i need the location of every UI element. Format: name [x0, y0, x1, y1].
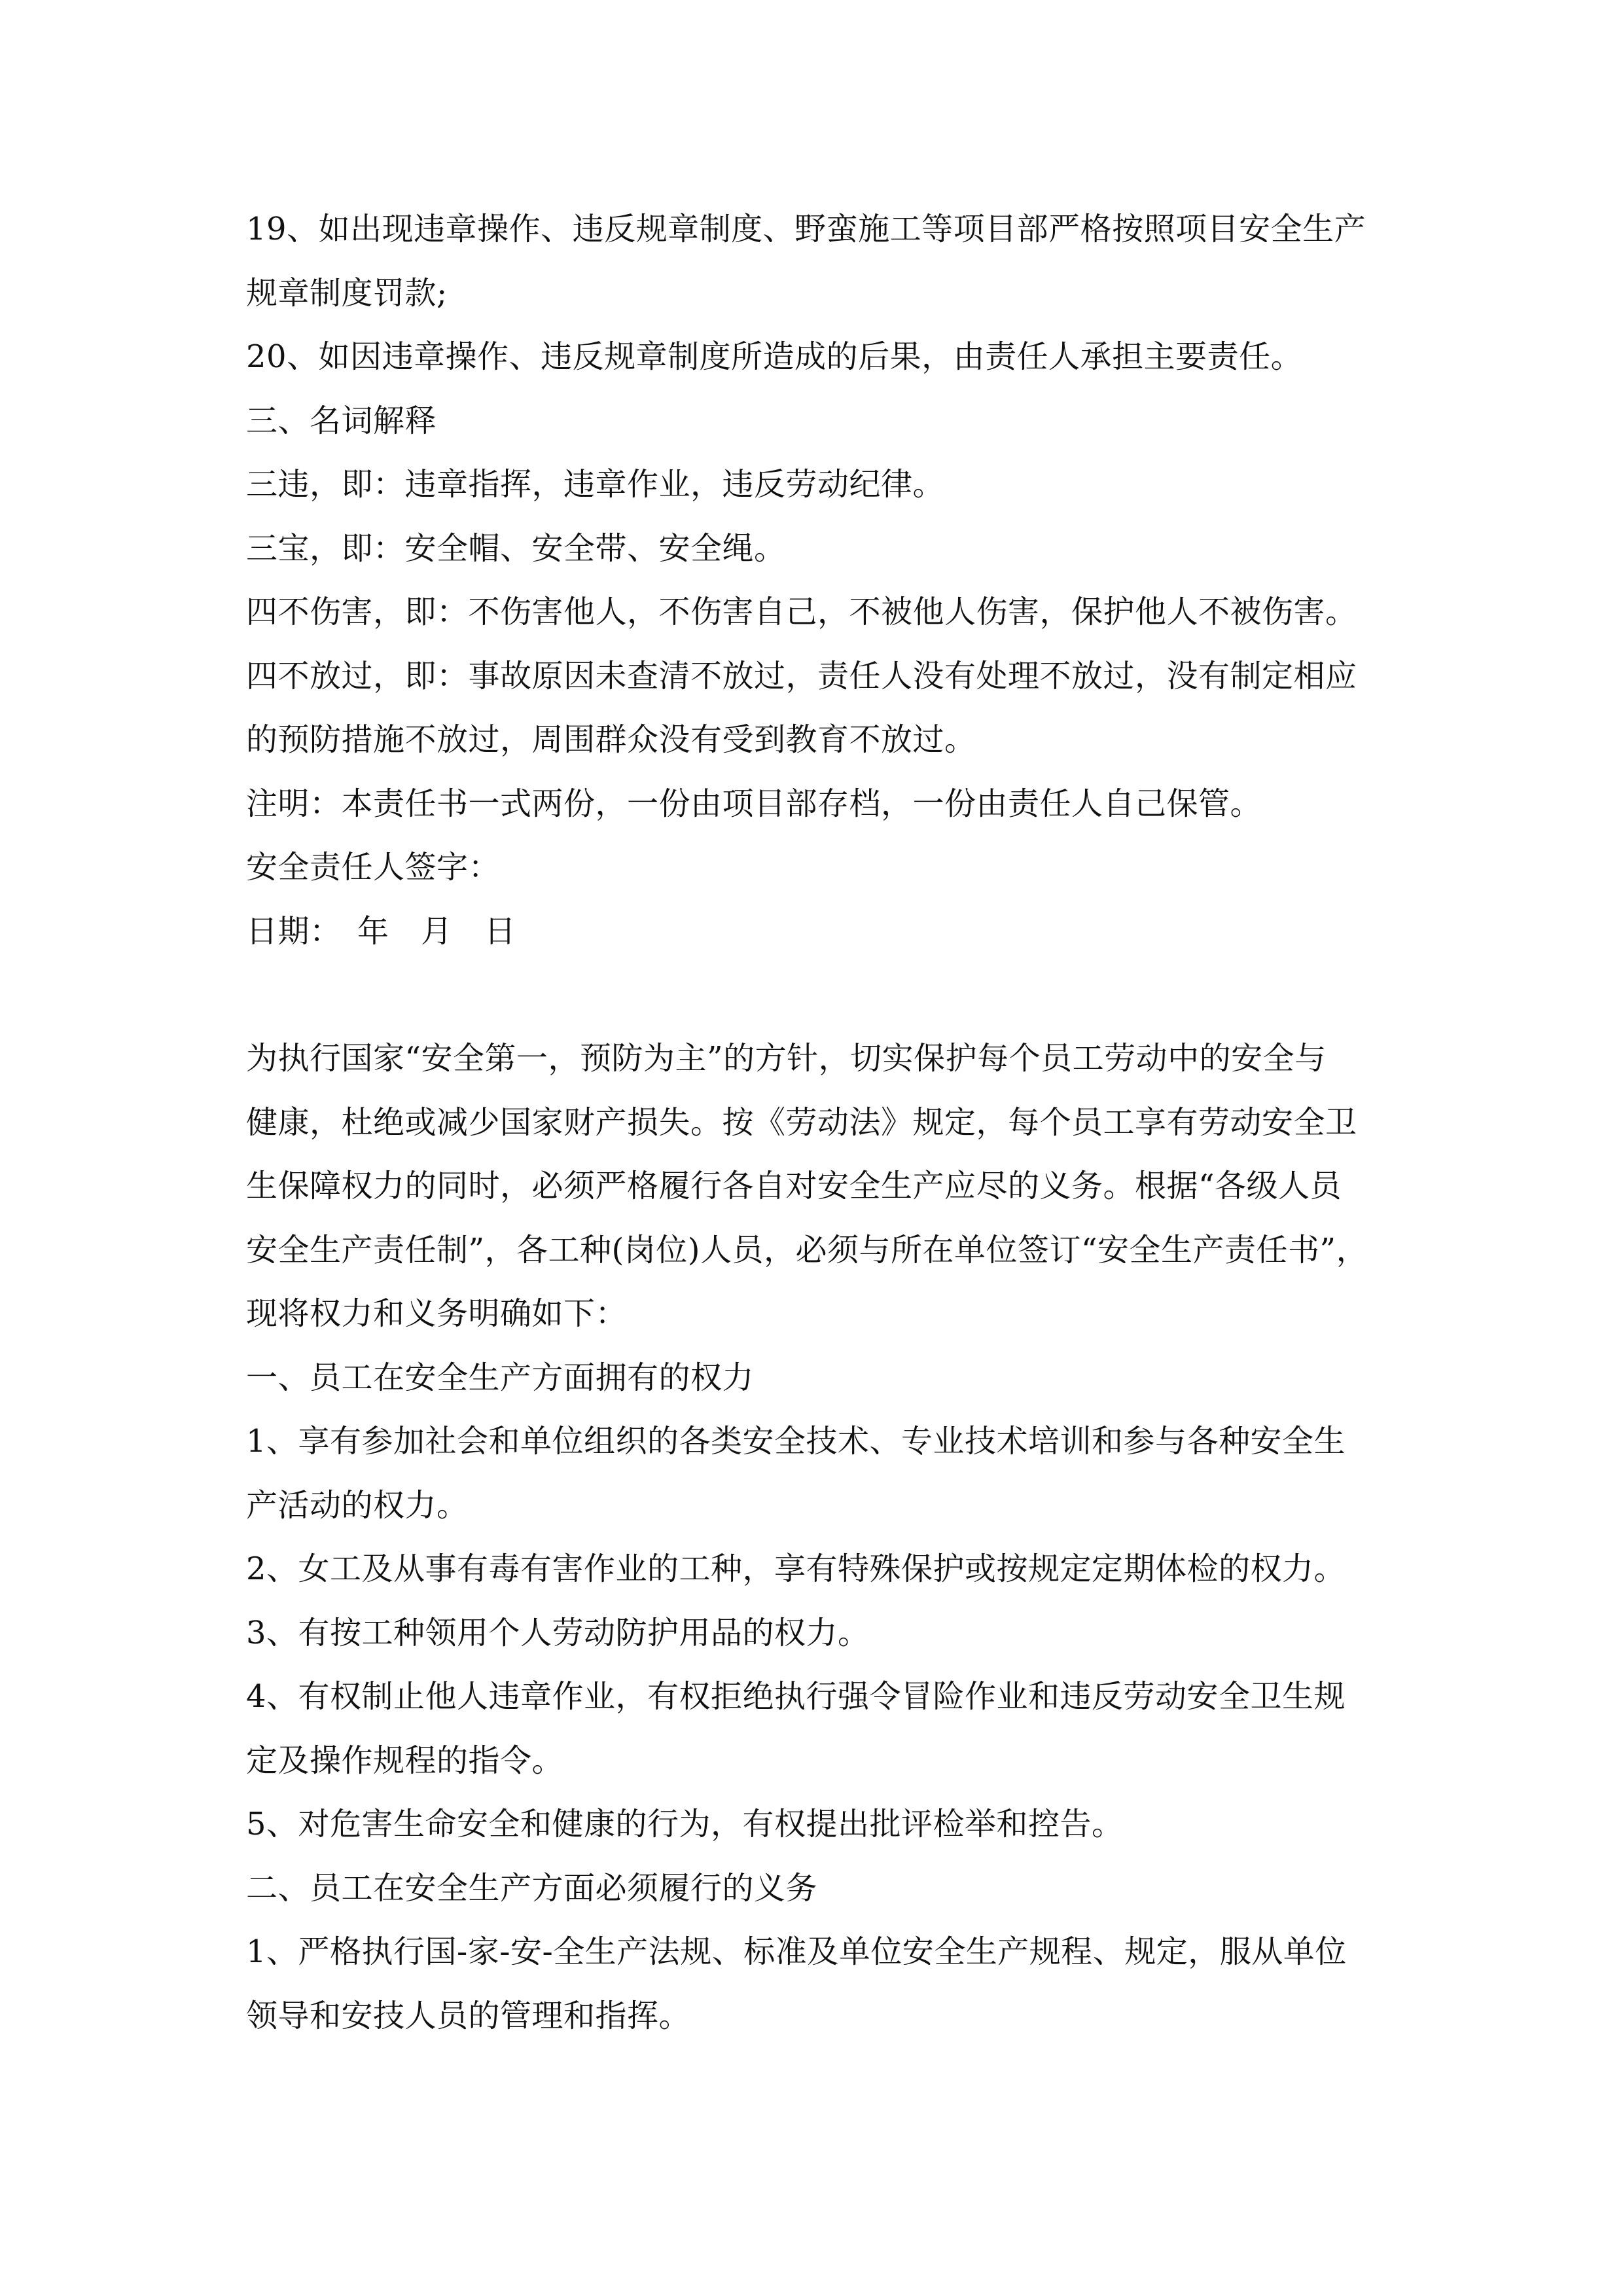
- section-heading: 三、名词解释: [246, 402, 437, 439]
- text-line: 1、享有参加社会和单位组织的各类安全技术、专业技术培训和参与各种安全生: [246, 1423, 1346, 1460]
- text-line: 注明：本责任书一式两份，一份由项目部存档，一份由责任人自己保管。: [246, 785, 1262, 822]
- text-line: 安全生产责任制”，各工种(岗位)人员，必须与所在单位签订“安全生产责任书”，: [246, 1231, 1368, 1268]
- text-line: 领导和安技人员的管理和指挥。: [246, 1997, 691, 2034]
- rights-and-duties-section: [246, 1027, 1411, 2048]
- text-line: 定及操作规程的指令。: [246, 1742, 564, 1779]
- responsibility-clauses-section: [246, 198, 1411, 963]
- text-line: 四不放过，即：事故原因未查清不放过，责任人没有处理不放过，没有制定相应: [246, 657, 1357, 694]
- text-line: 5、对危害生命安全和健康的行为，有权提出批评检举和控告。: [246, 1806, 1124, 1842]
- text-line: 为执行国家“安全第一，预防为主”的方针，切实保护每个员工劳动中的安全与: [246, 1040, 1327, 1077]
- text-line: 2、女工及从事有毒有害作业的工种，享有特殊保护或按规定定期体检的权力。: [246, 1551, 1346, 1587]
- text-line: 规章制度罚款;: [246, 274, 448, 312]
- date-label: 日期： 年 月 日: [246, 912, 516, 950]
- text-line: 三宝，即：安全帽、安全带、安全绳。: [246, 529, 786, 567]
- text-line: 产活动的权力。: [246, 1486, 469, 1524]
- text-line: 三违，即：违章指挥，违章作业，违反劳动纪律。: [246, 466, 945, 503]
- text-line: 四不伤害，即：不伤害他人，不伤害自己，不被他人伤害，保护他人不被伤害。: [246, 594, 1357, 630]
- text-line: 1、严格执行国-家-安-全生产法规、标准及单位安全生产规程、规定，服从单位: [246, 1933, 1347, 1970]
- text-line: 3、有按工种领用个人劳动防护用品的权力。: [246, 1614, 870, 1651]
- text-line: 4、有权制止他人违章作业，有权拒绝执行强令冒险作业和违反劳动安全卫生规: [246, 1678, 1346, 1715]
- signature-label: 安全责任人签字：: [246, 849, 501, 886]
- text-line: 生保障权力的同时，必须严格履行各自对安全生产应尽的义务。根据“各级人员: [246, 1168, 1342, 1204]
- section-heading: 一、员工在安全生产方面拥有的权力: [246, 1359, 755, 1396]
- text-line: 健康，杜绝或减少国家财产损失。按《劳动法》规定，每个员工享有劳动安全卫: [246, 1103, 1357, 1141]
- section-heading: 二、员工在安全生产方面必须履行的义务: [246, 1869, 818, 1907]
- text-line: 19、如出现违章操作、违反规章制度、野蛮施工等项目部严格按照项目安全生产: [246, 211, 1366, 247]
- text-line: 20、如因违章操作、违反规章制度所造成的后果，由责任人承担主要责任。: [246, 338, 1303, 375]
- text-line: 现将权力和义务明确如下：: [246, 1295, 628, 1332]
- text-line: 的预防措施不放过，周围群众没有受到教育不放过。: [246, 721, 976, 758]
